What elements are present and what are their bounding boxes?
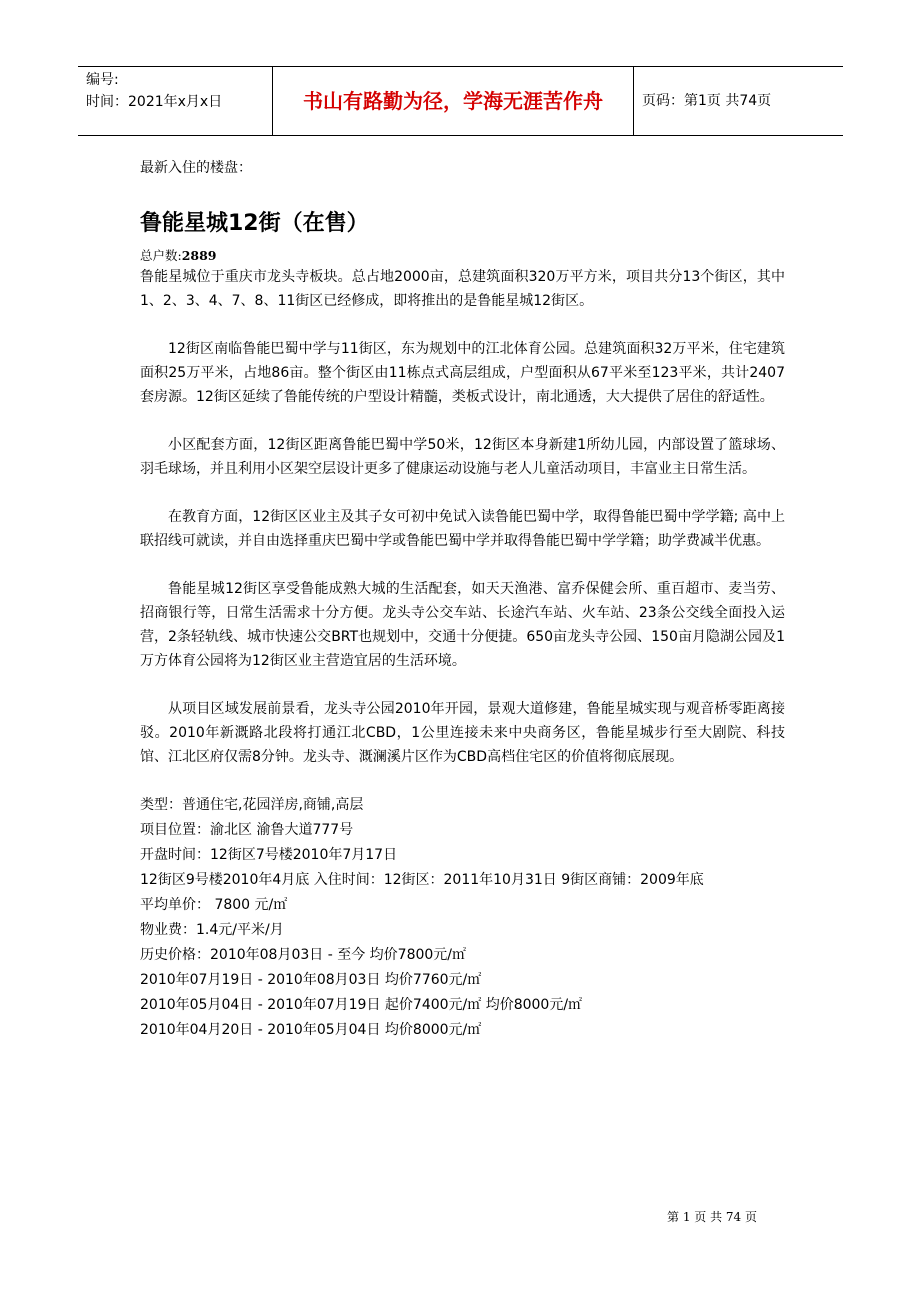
detail-move-in: 12街区9号楼2010年4月底 入住时间：12街区：2011年10月31日 9街区商铺：2009年底 bbox=[140, 872, 704, 888]
project-details bbox=[140, 793, 785, 1043]
detail-property-fee: 物业费：1.4元/平米/月 bbox=[140, 922, 284, 938]
price-history-row: 2010年05月04日 - 2010年07月19日 起价7400元/㎡ 均价8000元/㎡ bbox=[140, 997, 583, 1013]
paragraph: 12街区南临鲁能巴蜀中学与11街区，东为规划中的江北体育公园。总建筑面积32万平米，住宅建筑面积25万平米，占地86亩。整个街区由11栋点式高层组成，户型面积从67平米至123平米，共计2407套房源。12街区延续了鲁能传统的户型设计精髓，类板式设计，南北通透，大大提供了居住的舒适性。 bbox=[140, 341, 785, 405]
header-motto: 书山有路勤为径，学海无涯苦作舟 bbox=[272, 67, 634, 135]
document-body bbox=[140, 155, 785, 1043]
paragraph: 小区配套方面，12街区距离鲁能巴蜀中学50米，12街区本身新建1所幼儿园，内部设置了篮球场、羽毛球场，并且利用小区架空层设计更多了健康运动设施与老人儿童活动项目，丰富业主日常生活。 bbox=[140, 437, 785, 477]
price-history-row: 历史价格：2010年08月03日 - 至今 均价7800元/㎡ bbox=[140, 947, 467, 963]
paragraph: 鲁能星城位于重庆市龙头寺板块。总占地2000亩，总建筑面积320万平方米，项目共分13个街区，其中1、2、3、4、7、8、11街区已经修成，即将推出的是鲁能星城12街区。 bbox=[140, 269, 785, 309]
detail-average-price: 平均单价： 7800 元/㎡ bbox=[140, 897, 288, 913]
intro-text: 最新入住的楼盘： bbox=[140, 160, 252, 176]
price-history-row: 2010年04月20日 - 2010年05月04日 均价8000元/㎡ bbox=[140, 1022, 482, 1038]
page-footer: 第 1 页 共 74 页 bbox=[667, 1210, 757, 1224]
detail-location: 项目位置：渝北区 渝鲁大道777号 bbox=[140, 822, 354, 838]
page-header bbox=[78, 66, 843, 136]
households-label: 总户数: bbox=[140, 248, 182, 263]
households-value: 2889 bbox=[181, 248, 217, 263]
project-title: 鲁能星城12街（在售） bbox=[140, 211, 369, 236]
price-history-row: 2010年07月19日 - 2010年08月03日 均价7760元/㎡ bbox=[140, 972, 482, 988]
date-label: 时间：2021年x月x日 bbox=[86, 94, 223, 110]
paragraph: 在教育方面，12街区区业主及其子女可初中免试入读鲁能巴蜀中学，取得鲁能巴蜀中学学籍; 高中上联招线可就读，并自由选择重庆巴蜀中学或鲁能巴蜀中学并取得鲁能巴蜀中学学籍；助学费减半优惠。 bbox=[140, 509, 785, 549]
households-line bbox=[140, 247, 785, 265]
header-page-label: 页码：第1页 共74页 bbox=[642, 93, 772, 109]
detail-type: 类型：普通住宅,花园洋房,商铺,高层 bbox=[140, 797, 364, 813]
number-label: 编号: bbox=[86, 72, 119, 88]
paragraph: 从项目区域发展前景看，龙头寺公园2010年开园，景观大道修建，鲁能星城实现与观音桥零距离接驳。2010年新溉路北段将打通江北CBD，1公里连接未来中央商务区，鲁能星城步行至大剧院、科技馆、江北区府仅需8分钟。龙头寺、溉澜溪片区作为CBD高档住宅区的价值将彻底展现。 bbox=[140, 701, 785, 765]
header-meta bbox=[78, 67, 272, 135]
paragraph: 鲁能星城12街区享受鲁能成熟大城的生活配套，如天天渔港、富乔保健会所、重百超市、麦当劳、招商银行等，日常生活需求十分方便。龙头寺公交车站、长途汽车站、火车站、23条公交线全面投入运营，2条轻轨线、城市快速公交BRT也规划中，交通十分便捷。650亩龙头寺公园、150亩月隐湖公园及1万方体育公园将为12街区业主营造宜居的生活环境。 bbox=[140, 581, 785, 669]
detail-opening: 开盘时间：12街区7号楼2010年7月17日 bbox=[140, 847, 398, 863]
